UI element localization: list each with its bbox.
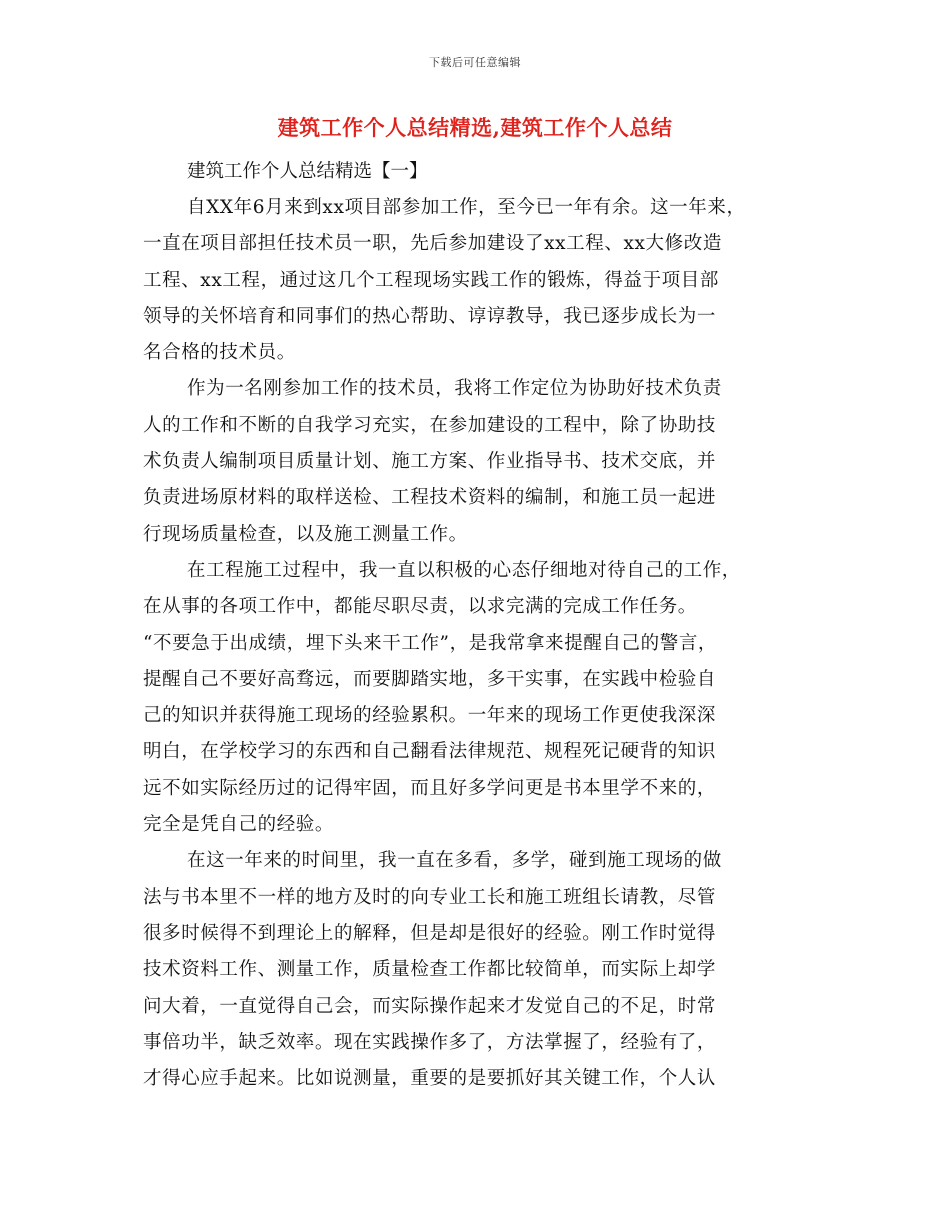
paragraph-line: 在工程施工过程中，我一直以积极的心态仔细地对待自己的工作， [187,559,741,581]
paragraph-line: 术负责人编制项目质量计划、施工方案、作业指导书、技术交底，并 [143,451,717,473]
paragraph-line: 在从事的各项工作中，都能尽职尽责，以求完满的完成工作任务。 [143,596,697,618]
paragraph [143,553,843,843]
paragraph-line: 完全是凭自己的经验。 [143,814,335,836]
paragraph-line: 事倍功半，缺乏效率。现在实践操作多了，方法掌握了，经验有了， [143,1031,717,1053]
paragraph-line: 很多时候得不到理论上的解释，但是却是很好的经验。刚工作时觉得 [143,922,717,944]
paragraph-line: 人的工作和不断的自我学习充实，在参加建设的工程中，除了协助技 [143,414,717,436]
paragraph-line: 领导的关怀培育和同事们的热心帮助、谆谆教导，我已逐步成长为一 [143,305,717,327]
paragraph-line: 一直在项目部担任技术员一职，先后参加建设了xx工程、xx大修改造 [143,233,722,255]
paragraph-line: 提醒自己不要好高骛远，而要脚踏实地，多干实事，在实践中检验自 [143,668,717,690]
paragraph [143,371,843,552]
paragraph [143,190,843,371]
paragraph-line: 远不如实际经历过的记得牢固，而且好多学问更是书本里学不来的， [143,777,717,799]
paragraph-line: 自XX年6月来到xx项目部参加工作，至今已一年有余。这一年来， [187,197,746,218]
paragraph-line: “不要急于出成绩，埋下头来干工作”，是我常拿来提醒自己的警言， [143,632,718,654]
paragraph-line: 工程、xx工程，通过这几个工程现场实践工作的锻炼，得益于项目部 [143,269,719,291]
paragraph-line: 在这一年来的时间里，我一直在多看，多学，碰到施工现场的做 [187,850,722,872]
paragraph-line: 明白，在学校学习的东西和自己翻看法律规范、规程死记硬背的知识 [143,741,717,763]
document-title: 建筑工作个人总结精选,建筑工作个人总结 [277,115,673,140]
section-subtitle: 建筑工作个人总结精选【一】 [187,161,428,182]
header-note: 下载后可任意编辑 [429,56,521,69]
paragraph-line: 才得心应手起来。比如说测量，重要的是要抓好其关键工作，个人认 [143,1068,717,1090]
paragraph-line: 作为一名刚参加工作的技术员，我将工作定位为协助好技术负责 [187,378,722,400]
paragraph-line: 名合格的技术员。 [143,342,296,364]
paragraph-line: 行现场质量检查，以及施工测量工作。 [143,523,468,545]
paragraph-line: 法与书本里不一样的地方及时的向专业工长和施工班组长请教，尽管 [143,886,717,908]
paragraph [143,843,843,1097]
paragraph-line: 己的知识并获得施工现场的经验累积。一年来的现场工作更使我深深 [143,705,717,727]
document-body [143,154,843,1097]
paragraph-line: 负责进场原材料的取样送检、工程技术资料的编制，和施工员一起进 [143,487,717,509]
paragraph-line: 技术资料工作、测量工作，质量检查工作都比较简单，而实际上却学 [143,959,717,981]
paragraph-line: 问大着，一直觉得自己会，而实际操作起来才发觉自己的不足，时常 [143,995,717,1017]
